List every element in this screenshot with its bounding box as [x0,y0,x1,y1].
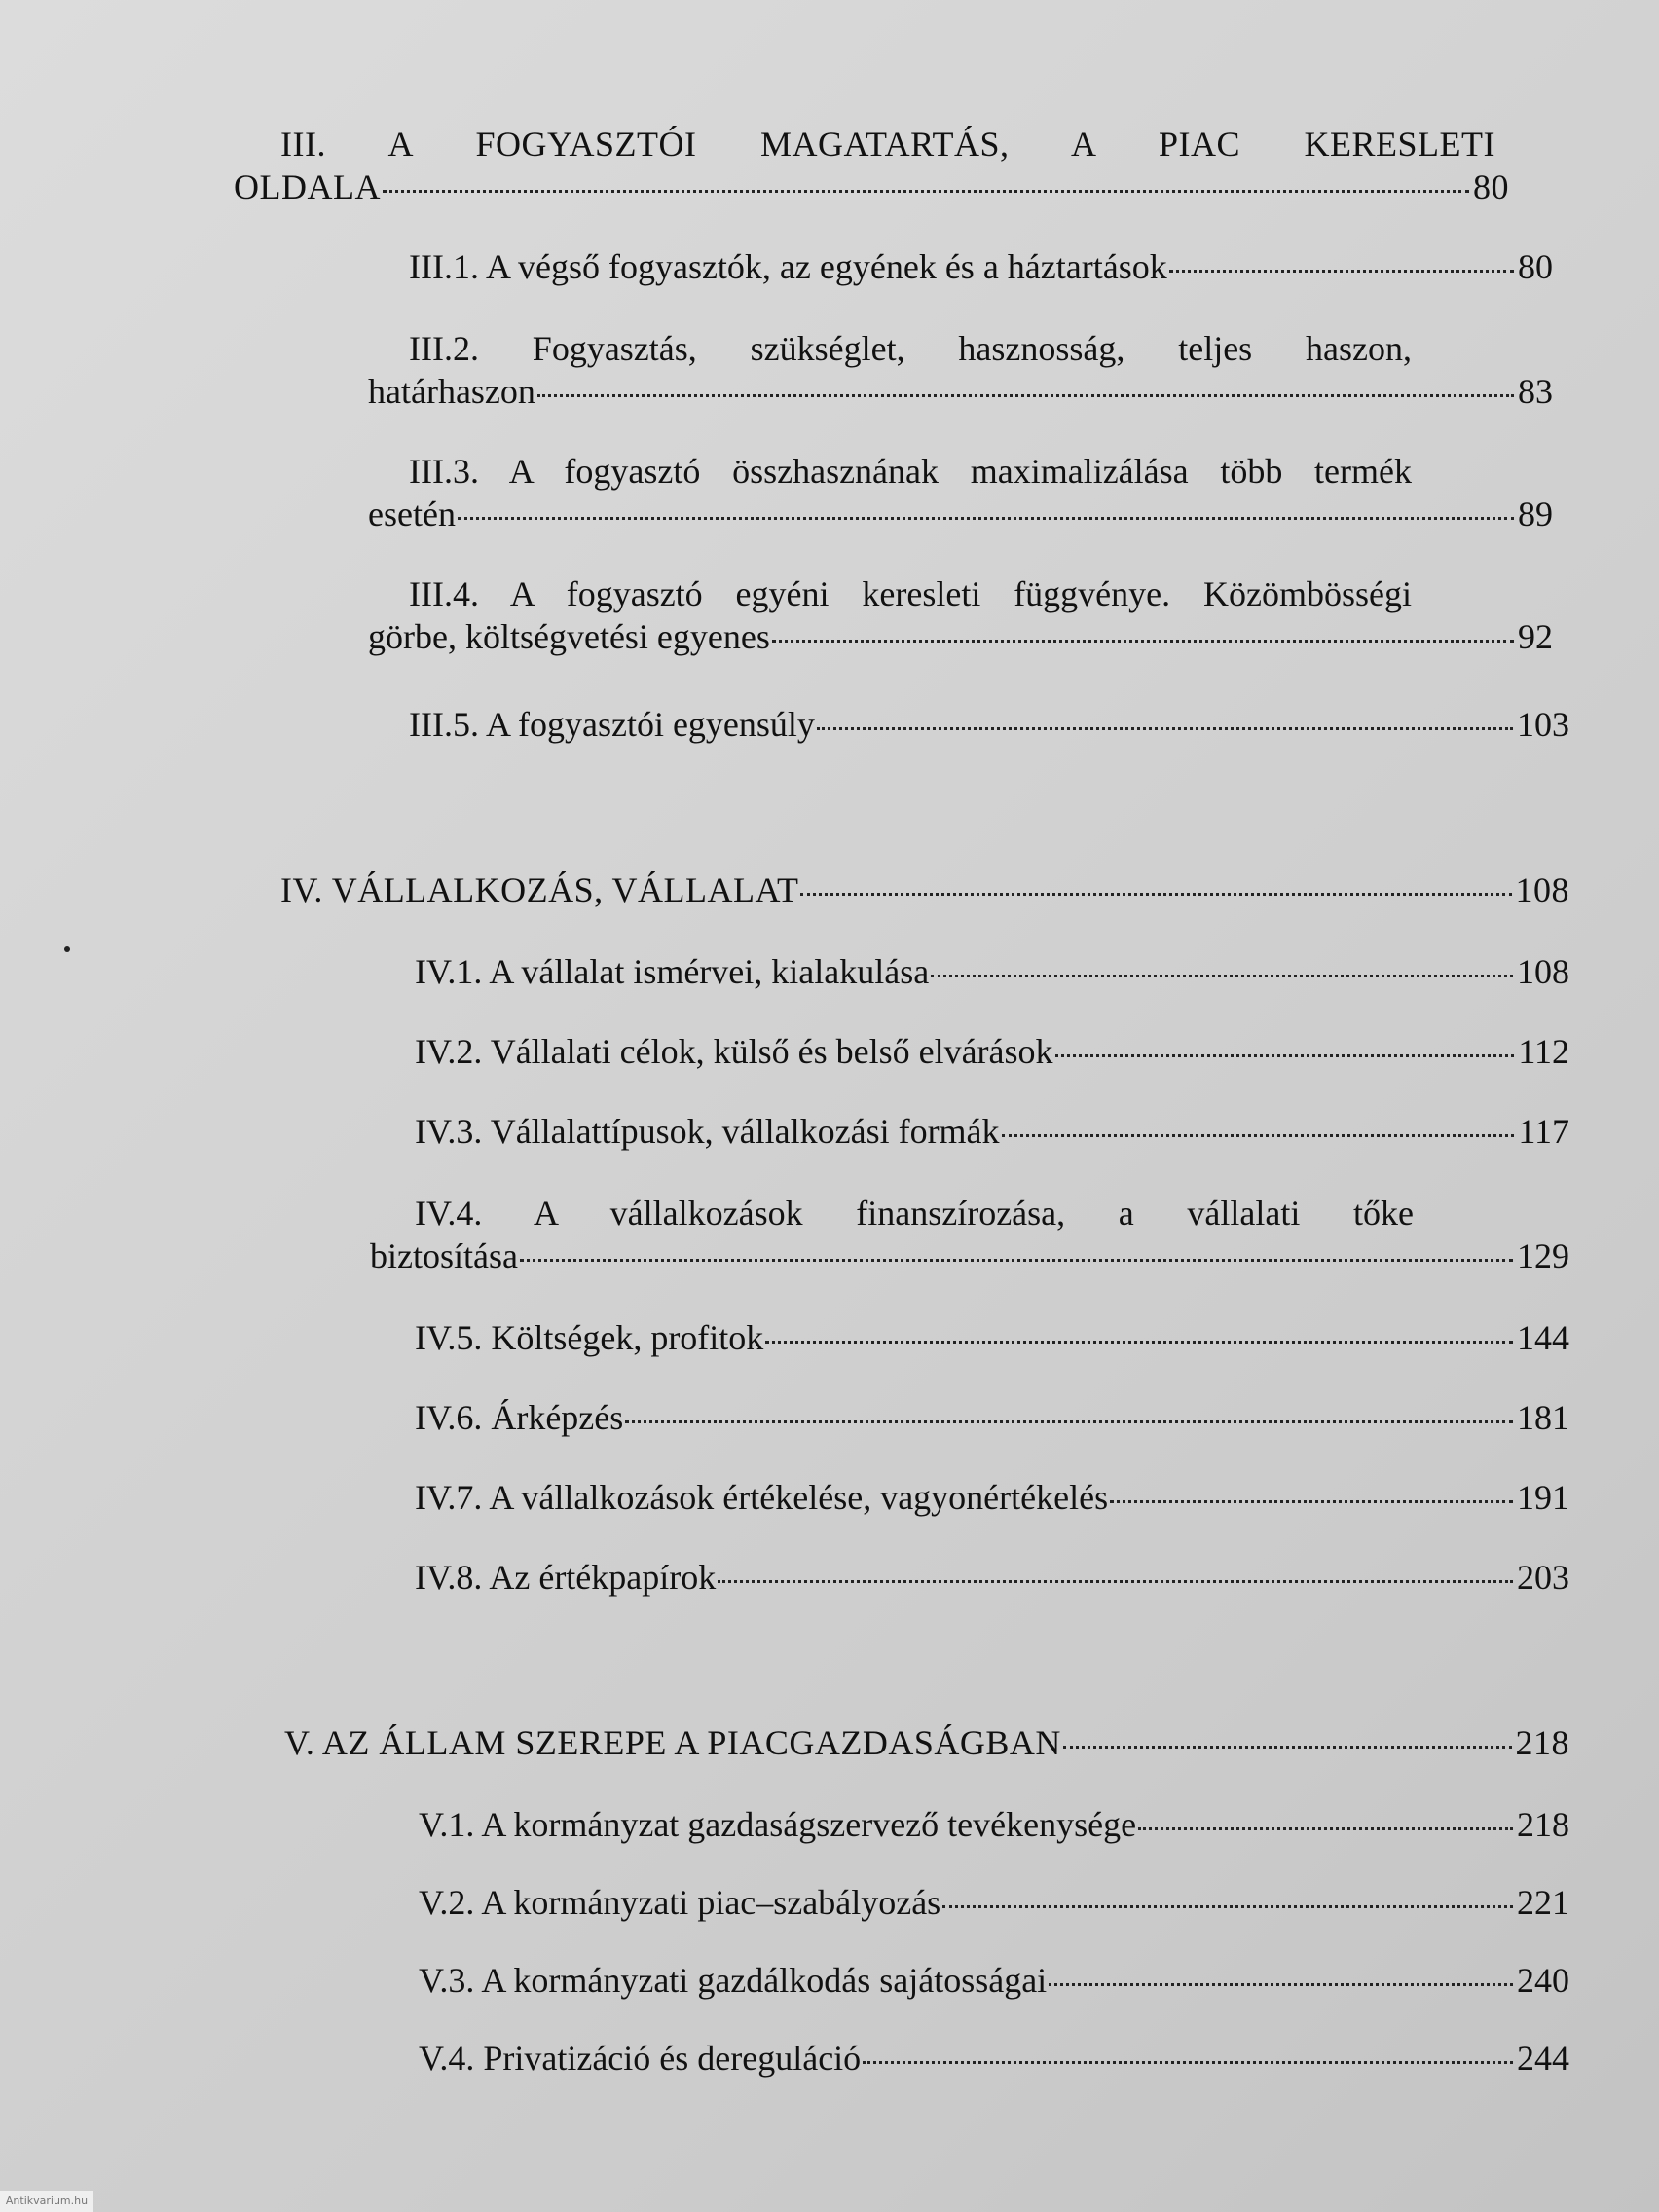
toc-section-iii-title-cont: OLDALA [234,167,381,206]
dot-leader [931,975,1513,977]
toc-item-label: IV.8. Az értékpapírok [415,1558,717,1597]
toc-section-iii-title: III. A FOGYASZTÓI MAGATARTÁS, A PIAC KERESLETI [280,125,1495,164]
dot-leader [537,394,1514,397]
dot-leader [1055,1054,1515,1057]
paper-speck [64,946,70,952]
dot-leader [1049,1983,1513,1986]
dot-leader [520,1259,1513,1262]
page-number: 244 [1517,2039,1569,2078]
toc-item-line1 [368,327,1553,370]
page-number: 240 [1517,1961,1569,2000]
toc-item-line [419,2037,1569,2080]
toc-item-line [419,1881,1569,1924]
toc-section-iv [280,868,1569,911]
page-number: 191 [1517,1478,1569,1517]
toc-item-label-cont: határhaszon [368,372,535,411]
page-number: 129 [1517,1236,1569,1275]
dot-leader [458,517,1514,520]
page-number: 218 [1517,1805,1569,1844]
page-number: 108 [1517,952,1569,991]
dot-leader [772,640,1514,643]
toc-item-iii-5 [409,703,1569,746]
dot-leader [863,2061,1513,2064]
toc-item-line [419,1803,1569,1846]
toc-item-label-cont: biztosítása [370,1236,518,1275]
toc-item-iii-2 [368,327,1553,413]
dot-leader [942,1905,1513,1908]
toc-item-iv-7 [415,1476,1569,1519]
toc-item-line [415,1030,1569,1073]
page-number: 117 [1518,1112,1569,1151]
toc-item-label: III.1. A végső fogyasztók, az egyének és a háztartások [409,247,1167,286]
toc-item-line [409,245,1553,288]
page-number: 203 [1517,1558,1569,1597]
dot-leader [1169,270,1514,273]
toc-section-iii-line2 [234,166,1509,208]
toc-item-line [415,1476,1569,1519]
page-number: 218 [1515,1723,1569,1762]
page-number: 144 [1517,1318,1569,1357]
toc-section-line [280,868,1569,911]
toc-item-label: III.4. A fogyasztó egyéni keresleti függvénye. Közömbösségi [409,574,1412,613]
page-number: 83 [1518,372,1553,411]
watermark: Antikvarium.hu [0,2191,93,2212]
toc-item-line1 [368,450,1553,493]
toc-item-iii-1 [409,245,1553,288]
toc-item-label: IV.1. A vállalat ismérvei, kialakulása [415,952,930,991]
toc-item-label: V.2. A kormányzati piac–szabályozás [419,1883,941,1922]
toc-item-iv-8 [415,1556,1569,1599]
dot-leader [800,893,1511,896]
page-number: 181 [1517,1398,1569,1437]
toc-item-line [409,703,1569,746]
toc-section-v-title: V. AZ ÁLLAM SZEREPE A PIACGAZDASÁGBAN [284,1723,1061,1762]
toc-item-iii-3 [368,450,1553,535]
dot-leader [817,727,1513,730]
page-number: 221 [1517,1883,1569,1922]
toc-item-label: IV.7. A vállalkozások értékelése, vagyonértékelés [415,1478,1109,1517]
toc-item-line2 [370,1235,1569,1277]
toc-item-line [415,1396,1569,1439]
page-number: 103 [1517,705,1569,744]
page-number: 80 [1518,247,1553,286]
page-number: 92 [1518,617,1553,656]
toc-item-label: III.2. Fogyasztás, szükséglet, hasznosság, teljes haszon, [409,329,1412,368]
toc-item-iv-4 [370,1192,1569,1277]
toc-item-label: IV.2. Vállalati célok, külső és belső elvárások [415,1032,1053,1071]
page-number: 89 [1518,495,1553,534]
toc-item-label: III.5. A fogyasztói egyensúly [409,705,815,744]
toc-item-label: V.4. Privatizáció és dereguláció [419,2039,862,2078]
toc-item-line2 [368,493,1553,535]
dot-leader [1138,1827,1513,1830]
toc-item-iv-6 [415,1396,1569,1439]
dot-leader [625,1420,1513,1423]
toc-item-iv-3 [415,1110,1569,1153]
page-number: 112 [1518,1032,1569,1071]
toc-item-v-2 [419,1881,1569,1924]
toc-item-iv-2 [415,1030,1569,1073]
toc-item-iii-4 [368,572,1553,658]
toc-item-line2 [368,370,1553,413]
toc-item-label-cont: görbe, költségvetési egyenes [368,617,770,656]
toc-item-line1 [368,572,1553,615]
toc-item-line [419,1959,1569,2002]
toc-item-v-3 [419,1959,1569,2002]
toc-section-iv-title: IV. VÁLLALKOZÁS, VÁLLALAT [280,870,799,909]
dot-leader [1110,1500,1513,1503]
toc-item-line [415,1110,1569,1153]
toc-item-label: IV.4. A vállalkozások finanszírozása, a vállalati tőke [415,1194,1414,1233]
page-number: 108 [1515,870,1569,909]
toc-item-iv-5 [415,1316,1569,1359]
toc-item-iv-1 [415,950,1569,993]
toc-item-label: IV.6. Árképzés [415,1398,624,1437]
page-number: 80 [1473,167,1509,206]
toc-item-label: III.3. A fogyasztó összhasznának maximalizálása több termék [409,452,1412,491]
toc-item-line1 [370,1192,1569,1235]
toc-section-v [284,1721,1569,1764]
toc-item-v-1 [419,1803,1569,1846]
toc-item-line [415,950,1569,993]
dot-leader [1063,1746,1512,1749]
toc-item-line2 [368,615,1553,658]
toc-item-line [415,1316,1569,1359]
toc-section-iii [234,123,1569,208]
dot-leader [1002,1134,1515,1137]
toc-item-label: V.3. A kormányzati gazdálkodás sajátosságai [419,1961,1048,2000]
toc-section-line [284,1721,1569,1764]
toc-item-label: IV.3. Vállalattípusok, vállalkozási formák [415,1112,1000,1151]
dot-leader [383,190,1469,193]
dot-leader [718,1580,1513,1583]
toc-item-line [415,1556,1569,1599]
toc-item-v-4 [419,2037,1569,2080]
dot-leader [765,1341,1513,1344]
toc-item-label-cont: esetén [368,495,456,534]
toc-item-label: V.1. A kormányzat gazdaságszervező tevékenysége [419,1805,1137,1844]
toc-item-label: IV.5. Költségek, profitok [415,1318,764,1357]
toc-section-iii-title-line1 [234,123,1569,166]
